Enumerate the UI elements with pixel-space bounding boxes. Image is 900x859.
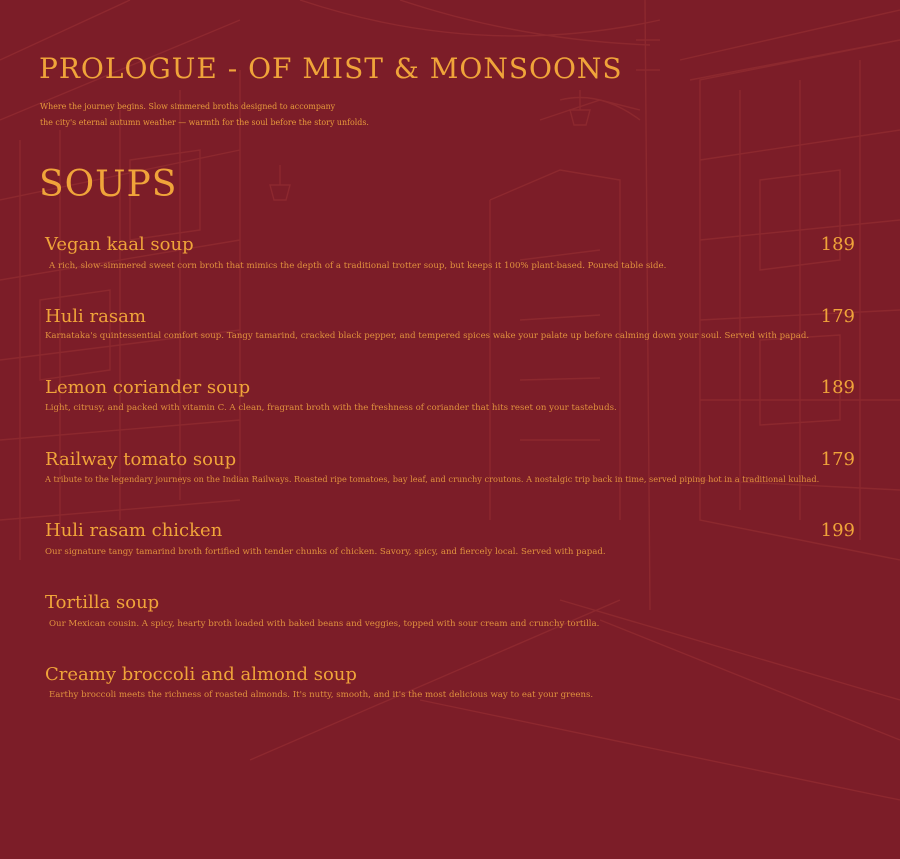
menu-item: [45, 449, 855, 499]
category-title: SOUPS: [39, 164, 178, 205]
section-description-line: Where the journey begins. Slow simmered broths designed to accompany: [40, 102, 336, 111]
item-price: 179: [820, 306, 855, 327]
item-name: Creamy broccoli and almond soup: [45, 664, 357, 685]
item-description: Earthy broccoli meets the richness of roasted almonds. It's nutty, smooth, and it's the most delicious way to eat your greens.: [49, 690, 594, 700]
item-description: Karnataka's quintessential comfort soup. Tangy tamarind, cracked black pepper, and tempered spices wake your palate up before calming down your soul. Served with papad.: [45, 331, 810, 341]
menu-item: [45, 234, 855, 284]
menu-item: [45, 592, 855, 642]
item-name: Railway tomato soup: [45, 449, 237, 470]
item-description: Our signature tangy tamarind broth fortified with tender chunks of chicken. Savory, spicy, and fiercely local. Served with papad.: [45, 547, 606, 557]
section-description: [40, 99, 560, 131]
item-price: 179: [820, 449, 855, 470]
item-description: A rich, slow-simmered sweet corn broth that mimics the depth of a traditional trotter soup, but keeps it 100% plant-based. Poured table side.: [49, 261, 667, 271]
item-name: Huli rasam chicken: [45, 520, 223, 541]
item-name: Vegan kaal soup: [45, 234, 194, 255]
item-description: Light, citrusy, and packed with vitamin C. A clean, fragrant broth with the freshness of coriander that hits reset on your tastebuds.: [45, 403, 617, 413]
item-price: 189: [820, 377, 855, 398]
menu-item: [45, 306, 855, 356]
menu-item: [45, 377, 855, 427]
menu-item: [45, 520, 855, 570]
item-price: 199: [820, 520, 855, 541]
section-description-line: the city's eternal autumn weather — warmth for the soul before the story unfolds.: [40, 118, 369, 127]
item-description: A tribute to the legendary journeys on the Indian Railways. Roasted ripe tomatoes, bay leaf, and crunchy croutons. A nostalgic trip back in time, served piping hot in a traditional kulhad.: [45, 474, 820, 484]
item-name: Tortilla soup: [45, 592, 160, 613]
section-title: PROLOGUE - OF MIST & MONSOONS: [39, 52, 623, 85]
item-price: 189: [820, 234, 855, 255]
item-name: Huli rasam: [45, 306, 146, 327]
item-name: Lemon coriander soup: [45, 377, 251, 398]
item-description: Our Mexican cousin. A spicy, hearty broth loaded with baked beans and veggies, topped with sour cream and crunchy tortilla.: [49, 619, 600, 629]
menu-item: [45, 664, 855, 714]
